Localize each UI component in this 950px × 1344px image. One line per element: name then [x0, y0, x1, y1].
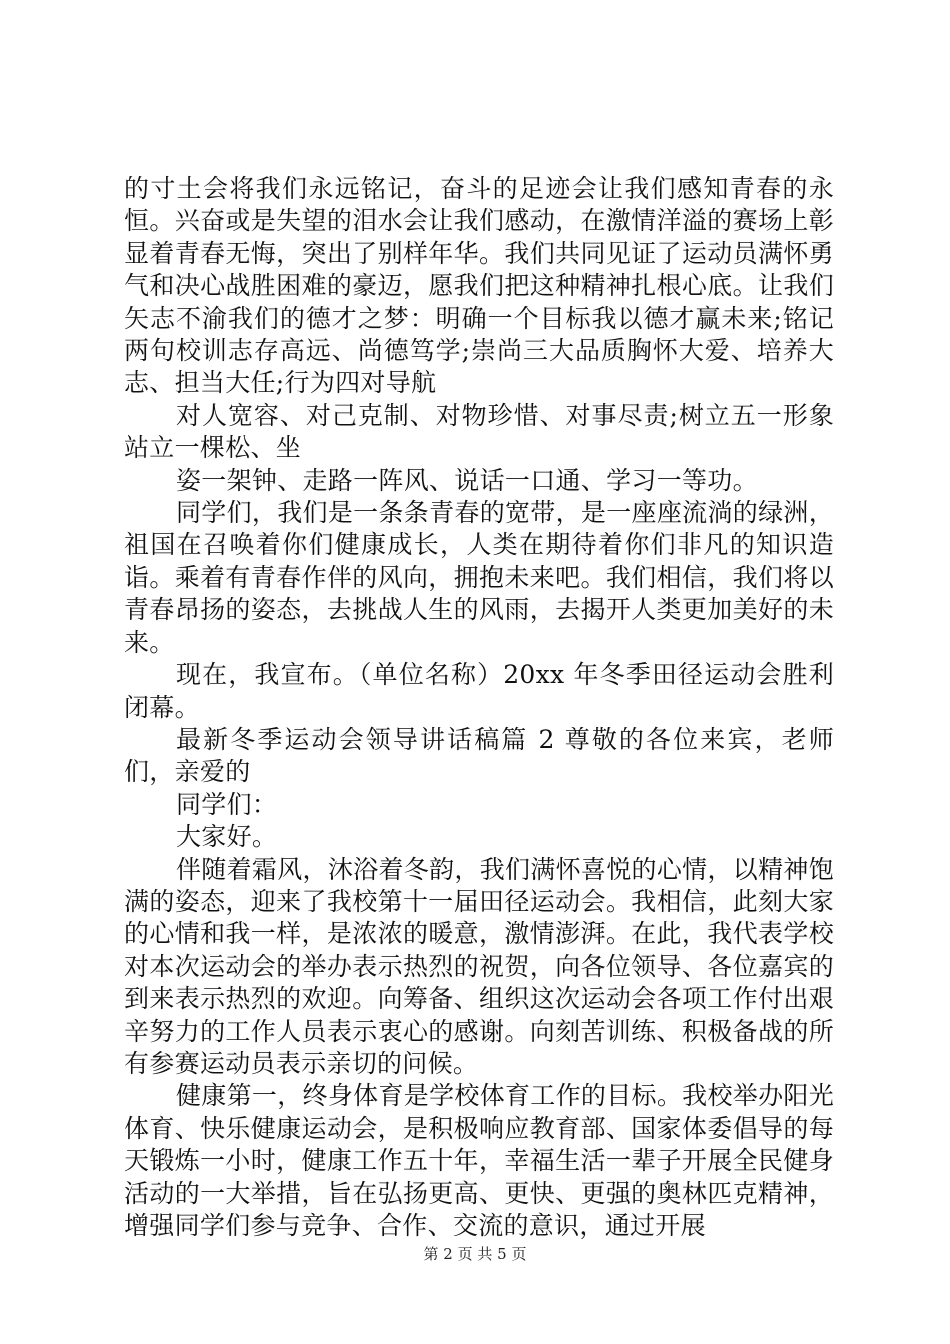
paragraph: 同学们： — [176, 789, 278, 819]
paragraph: 同学们，我们是一条条青春的宽带，是一座座流淌的绿洲，祖国在召唤着你们健康成长，人类在期待着你们非凡的知识造诣。乘着有青春作伴的风向，拥抱未来吧。我们相信，我们将以青春昂扬的姿态，去挑战人生的风雨，去揭开人类更加美好的未来。 — [124, 498, 834, 657]
paragraph: 对人宽容、对己克制、对物珍惜、对事尽责;树立五一形象站立一棵松、坐 — [124, 400, 834, 463]
paragraph: 伴随着霜风，沐浴着冬韵，我们满怀喜悦的心情，以精神饱满的姿态，迎来了我校第十一届田径运动会。我相信，此刻大家的心情和我一样，是浓浓的暖意，激情澎湃。在此，我代表学校对本次运动会的举办表示热烈的祝贺，向各位领导、各位嘉宾的到来表示热烈的欢迎。向筹备、组织这次运动会各项工作付出艰辛努力的工作人员表示衷心的感谢。向刻苦训练、积极备战的所有参赛运动员表示亲切的问候。 — [124, 854, 834, 1078]
page-number-footer: 第 2 页 共 5 页 — [423, 1245, 527, 1263]
paragraph: 最新冬季运动会领导讲话稿篇 2 尊敬的各位来宾，老师们，亲爱的 — [124, 724, 834, 787]
paragraph: 的寸土会将我们永远铭记，奋斗的足迹会让我们感知青春的永恒。兴奋或是失望的泪水会让我们感动，在激情洋溢的赛场上彰显着青春无悔，突出了别样年华。我们共同见证了运动员满怀勇气和决心战胜困难的豪迈，愿我们把这种精神扎根心底。让我们矢志不渝我们的德才之梦：明确一个目标我以德才赢未来;铭记两句校训志存高远、尚德笃学;崇尚三大品质胸怀大爱、培养大志、担当大任;行为四对导航 — [124, 174, 834, 398]
document-body — [124, 173, 834, 1242]
paragraph: 大家好。 — [176, 822, 278, 852]
paragraph: 健康第一，终身体育是学校体育工作的目标。我校举办阳光体育、快乐健康运动会，是积极响应教育部、国家体委倡导的每天锻炼一小时，健康工作五十年，幸福生活一辈子开展全民健身活动的一大举措，旨在弘扬更高、更快、更强的奥林匹克精神，增强同学们参与竞争、合作、交流的意识，通过开展 — [124, 1081, 834, 1240]
paragraph: 现在，我宣布。（单位名称）20xx 年冬季田径运动会胜利闭幕。 — [124, 660, 834, 722]
paragraph: 姿一架钟、走路一阵风、说话一口通、学习一等功。 — [176, 465, 758, 495]
